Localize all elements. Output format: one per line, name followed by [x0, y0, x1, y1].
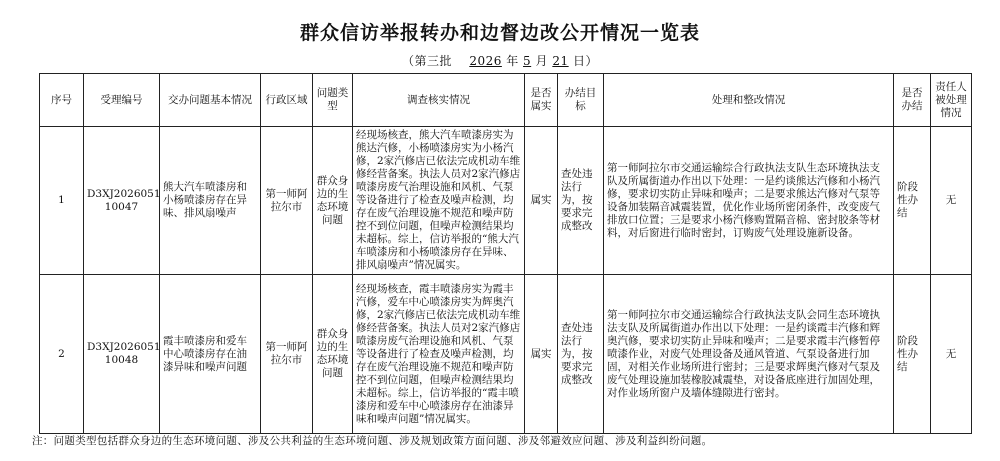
header-district: 行政区域: [261, 74, 313, 127]
cell-handling: 第一师阿拉尔市交通运输综合行政执法支队会同生态环境执法支队及所属街道办作出以下处理：一是约谈霞丰汽修和辉奥汽修，要求切实防止异味和噪声；二是要求霞丰汽修暂停喷漆作业，对废气处理设备及通风管道、气泵设备进行加固，对相关作业场所进行密封；三是要求辉奥汽修对气泵及废气处理设施加装橡胶减震垫，对设备底座进行加固处理，对作业场所窗户及墙体缝隙进行密封。: [604, 275, 894, 434]
batch-prefix: （第三批: [402, 54, 453, 68]
batch-suffix: 日）: [572, 54, 598, 68]
batch-year: 2026: [469, 54, 502, 68]
cell-district: 第一师阿拉尔市: [261, 275, 313, 434]
cell-investigation: 经现场核查，霞丰喷漆房实为霞丰汽修，爱车中心喷漆房实为辉奥汽修，2家汽修店已依法完成机动车维修经营备案。执法人员对2家汽修店喷漆房废气治理设施和风机、气泵等设备进行了检查及噪声检测，均存在废气治理设施不规范和噪声防控不到位问题，但噪声检测结果均未超标。综上，信访举报的“霞丰喷漆房和爱车中心喷漆房存在油漆异味和噪声问题”情况属实。: [353, 275, 525, 434]
header-basic-info: 交办问题基本情况: [160, 74, 261, 127]
header-seq: 序号: [40, 74, 84, 127]
cell-is-true: 属实: [525, 127, 558, 275]
header-is-true: 是否属实: [525, 74, 558, 127]
petition-table: [39, 73, 972, 434]
cell-accountability: 无: [931, 275, 972, 434]
header-goal: 办结目标: [558, 74, 604, 127]
cell-is-done: 阶段性办结: [894, 127, 931, 275]
cell-district: 第一师阿拉尔市: [261, 127, 313, 275]
cell-problem-type: 群众身边的生态环境问题: [313, 127, 353, 275]
batch-month: 5: [523, 54, 532, 68]
cell-goal: 查处违法行为，按要求完成整改: [558, 275, 604, 434]
year-char: 年: [506, 54, 519, 68]
page-title: 群众信访举报转办和边督边改公开情况一览表: [299, 22, 700, 44]
cell-is-true: 属实: [525, 275, 558, 434]
cell-is-done: 阶段性办结: [894, 275, 931, 434]
header-investigation: 调查核实情况: [353, 74, 525, 127]
table-row: [40, 275, 972, 434]
table-header-row: [40, 74, 972, 127]
cell-case-no: D3XJ2026051 10047: [84, 127, 160, 275]
cell-accountability: 无: [931, 127, 972, 275]
batch-date: [0, 52, 1000, 69]
table-row: [40, 127, 972, 275]
cell-case-no: D3XJ2026051 10048: [84, 275, 160, 434]
cell-investigation: 经现场核查，熊大汽车喷漆房实为熊达汽修，小杨喷漆房实为小杨汽修，2家汽修店已依法完成机动车维修经营备案。执法人员对2家汽修店喷漆房废气治理设施和风机、气泵等设备进行了检查及噪声检测，均存在废气治理设施不规范和噪声防控不到位问题，但噪声检测结果均未超标。综上，信访举报的“熊大汽车喷漆房和小杨喷漆房存在异味、排风扇噪声”情况属实。: [353, 127, 525, 275]
cell-seq: 2: [40, 275, 84, 434]
cell-basic-info: 霞丰喷漆房和爱车中心喷漆房存在油漆异味和噪声问题: [160, 275, 261, 434]
header-problem-type: 问题类型: [313, 74, 353, 127]
cell-goal: 查处违法行为，按要求完成整改: [558, 127, 604, 275]
footnote: 注：问题类型包括群众身边的生态环境问题、涉及公共利益的生态环境问题、涉及规划政策方面问题、涉及邻避效应问题、涉及利益纠纷问题。: [32, 435, 713, 447]
month-char: 月: [535, 54, 549, 68]
header-handling: 处理和整改情况: [604, 74, 894, 127]
header-case-no: 受理编号: [84, 74, 160, 127]
cell-seq: 1: [40, 127, 84, 275]
header-accountability: 责任人被处理情况: [931, 74, 972, 127]
cell-problem-type: 群众身边的生态环境问题: [313, 275, 353, 434]
cell-basic-info: 熊大汽车喷漆房和小杨喷漆房存在异味、排风扇噪声: [160, 127, 261, 275]
header-is-done: 是否办结: [894, 74, 931, 127]
cell-handling: 第一师阿拉尔市交通运输综合行政执法支队生态环境执法支队及所属街道办作出以下处理：一是约谈熊达汽修和小杨汽修，要求切实防止异味和噪声；二是要求熊达汽修对气泵等设备加装隔音减震装置，优化作业场所密闭条件，改变废气排放口位置；三是要求小杨汽修购置隔音棉、密封胶条等材料，对后窗进行临时密封，订购废气处理设施新设备。: [604, 127, 894, 275]
batch-day: 21: [552, 54, 569, 68]
